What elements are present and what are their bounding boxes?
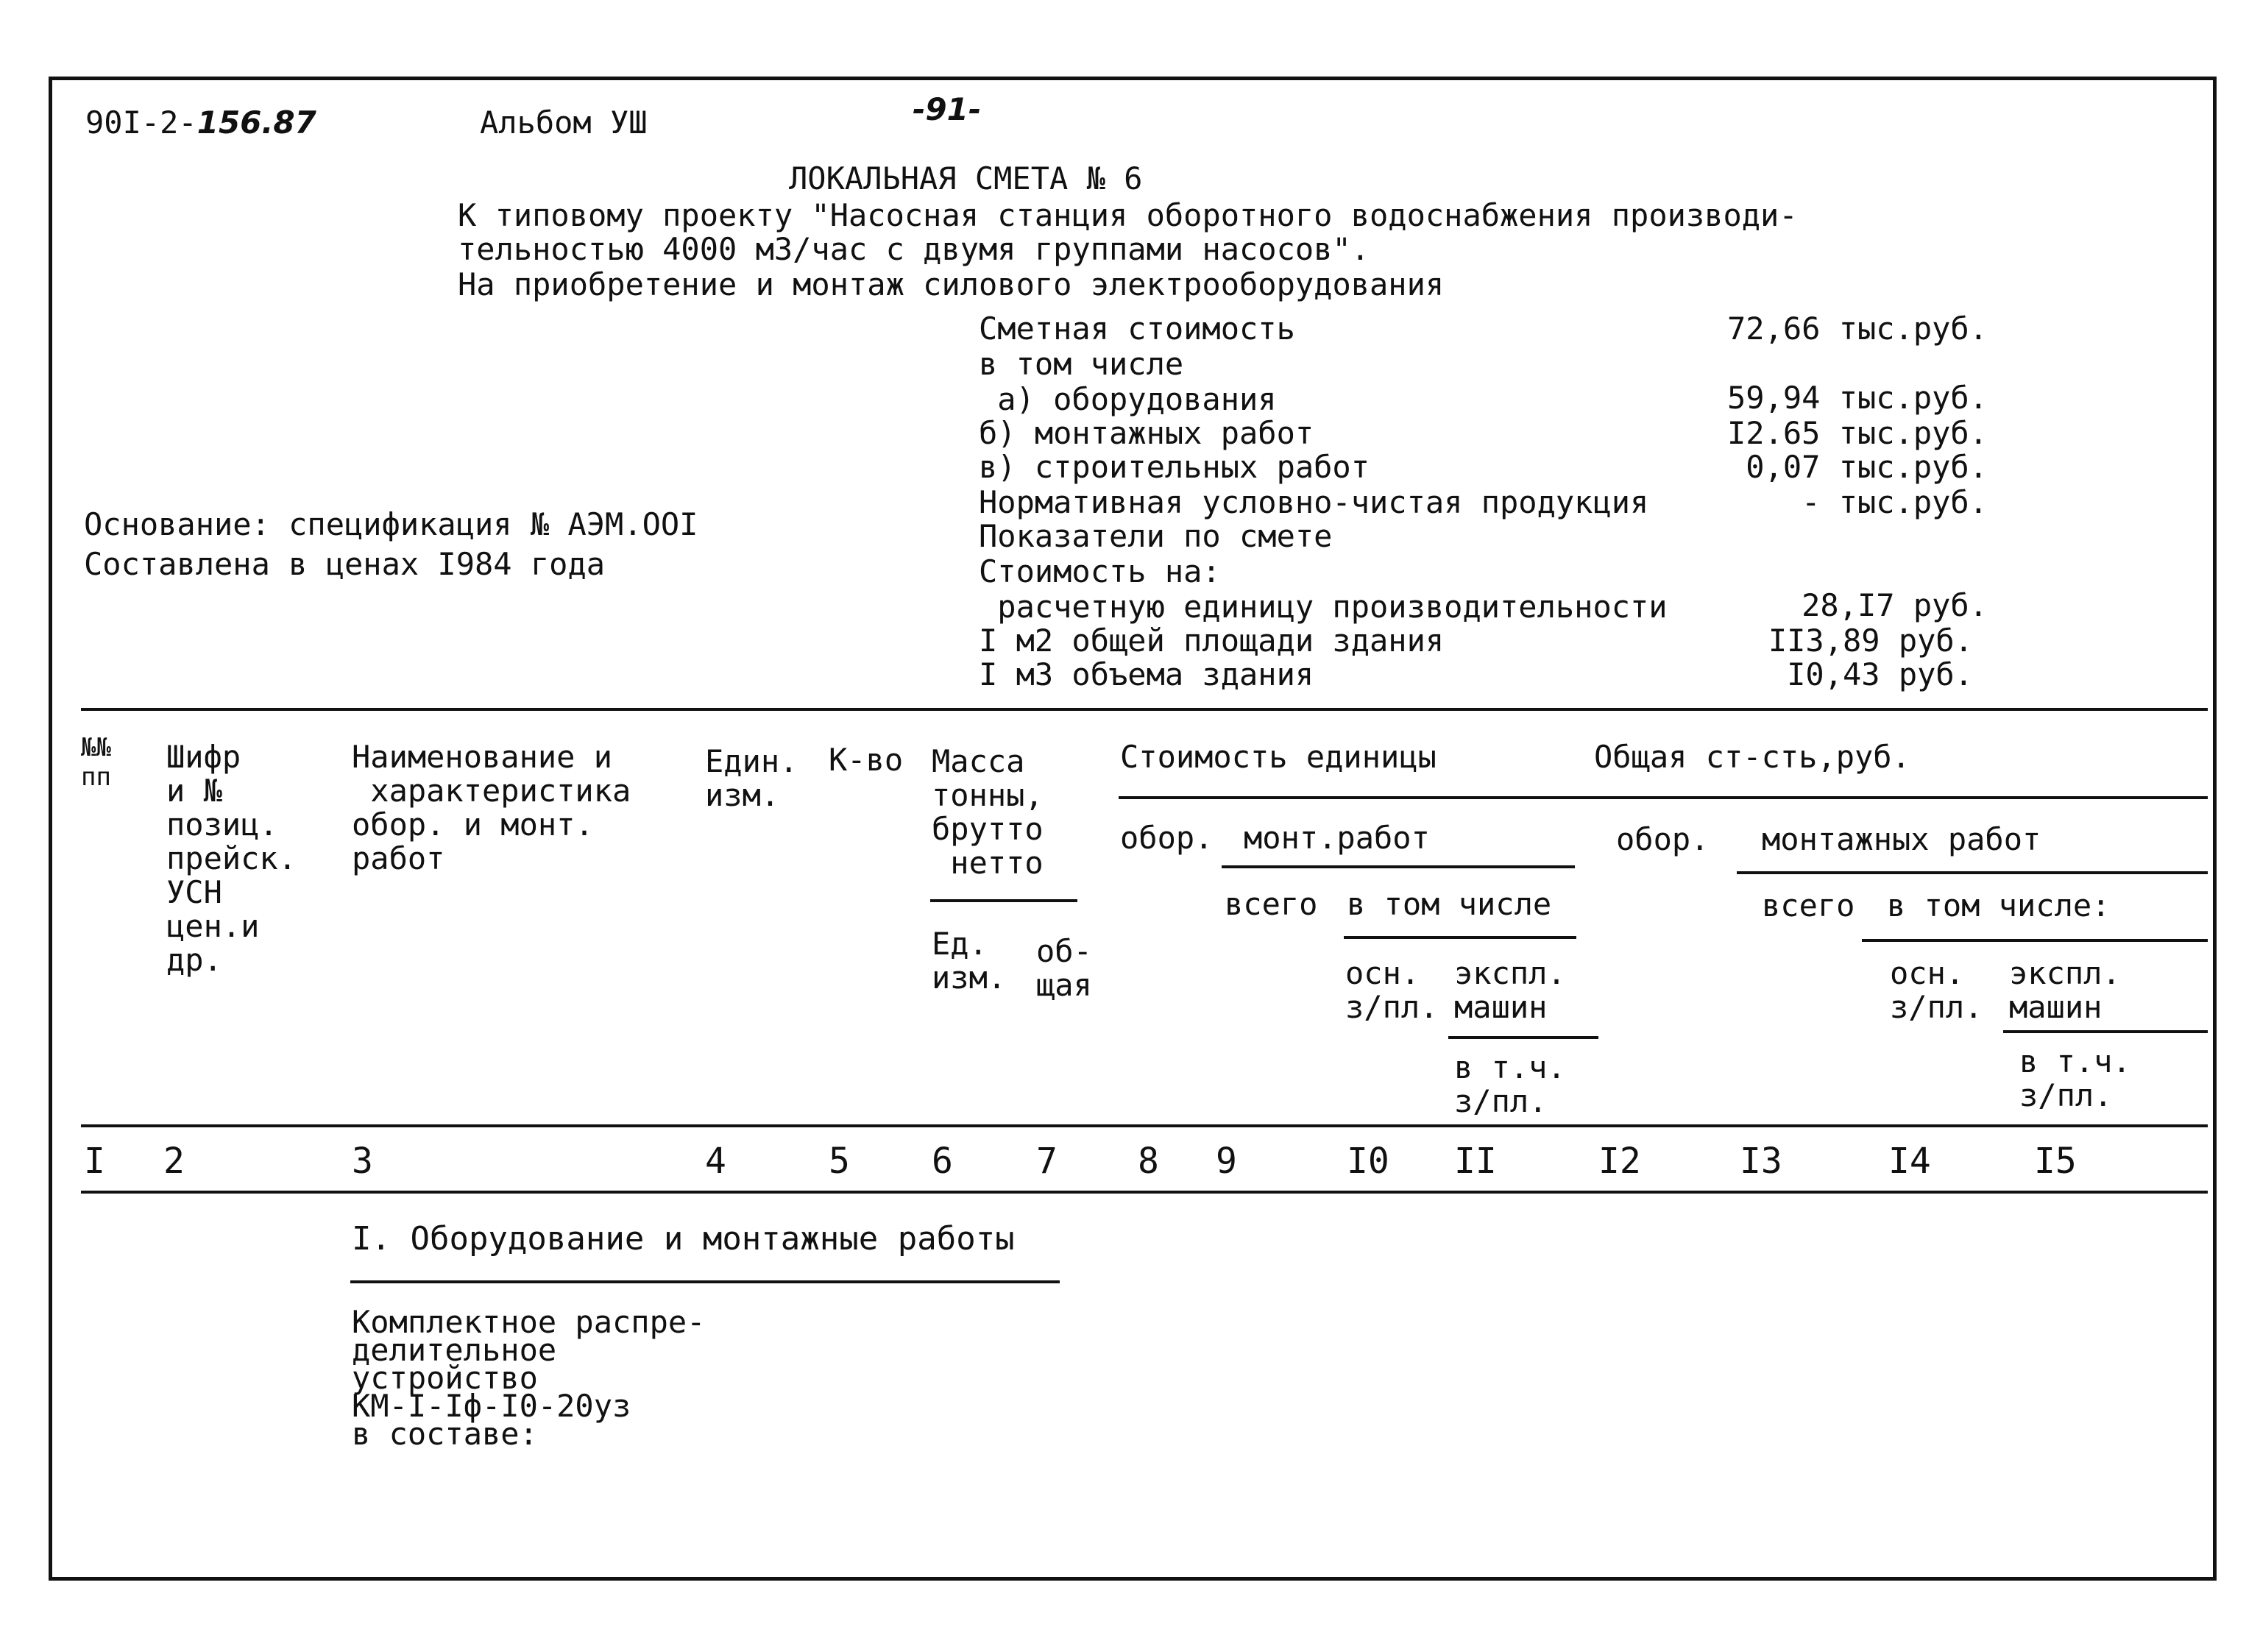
column-number: 6 bbox=[932, 1141, 953, 1182]
column-number: I5 bbox=[2034, 1141, 2077, 1182]
doc-code-handwritten: 156.87 bbox=[196, 104, 316, 141]
cost-value-per-unit: 28,I7 руб. bbox=[1802, 587, 1988, 623]
col-header-mass-total: об- щая bbox=[1036, 933, 1092, 1003]
col-header-name: Наименование и характеристика обор. и монт. работ bbox=[352, 739, 631, 876]
incl-rule bbox=[1344, 936, 1576, 939]
cost-value-per-m2: II3,89 руб. bbox=[1768, 623, 1973, 659]
col-header-mass: Масса тонны, брутто нетто bbox=[932, 743, 1044, 881]
col-header-machine-ops: экспл. машин bbox=[1454, 955, 1566, 1025]
col-header-equipment: обор. bbox=[1120, 820, 1214, 856]
estimate-heading: ЛОКАЛЬНАЯ СМЕТА № 6 bbox=[789, 160, 1143, 196]
cost-label-normative: Нормативная условно-чистая продукция bbox=[979, 484, 1649, 520]
cost-label-per-m3: I м3 объема здания bbox=[979, 656, 1314, 692]
column-number: 9 bbox=[1216, 1141, 1237, 1182]
col-header-base-wage: осн. з/пл. bbox=[1345, 955, 1439, 1025]
column-number: 4 bbox=[705, 1141, 726, 1182]
section-title: I. Оборудование и монтажные работы bbox=[352, 1220, 1015, 1258]
col-header-number: №№ пп bbox=[81, 733, 111, 792]
cost-value-total: 72,66 тыс.руб. bbox=[1726, 311, 1988, 347]
basis-price-year: Составлена в ценах I984 года bbox=[84, 546, 606, 582]
cost-label-construction: в) строительных работ bbox=[979, 449, 1370, 485]
col-header-total-2: всего bbox=[1762, 887, 1855, 924]
col-header-including-2: в том числе: bbox=[1887, 887, 2111, 924]
cost-label-per-m2: I м2 общей площади здания bbox=[979, 623, 1445, 659]
col-header-mont-works: монт.работ bbox=[1244, 820, 1430, 856]
col-header-unit-cost: Стоимость единицы bbox=[1120, 739, 1437, 775]
cost-label-equipment: а) оборудования bbox=[979, 381, 1277, 417]
column-number: II bbox=[1454, 1141, 1497, 1182]
col-header-incl-wage: в т.ч. з/пл. bbox=[1454, 1049, 1566, 1119]
mont-works-rule bbox=[1222, 865, 1575, 868]
column-number: I2 bbox=[1598, 1141, 1641, 1182]
column-number: 3 bbox=[352, 1141, 373, 1182]
col-header-mass-unit: Ед. изм. bbox=[932, 926, 1007, 996]
cost-label-cost-per: Стоимость на: bbox=[979, 553, 1221, 589]
page-number: -91- bbox=[913, 91, 982, 127]
cost-value-normative: - тыс.руб. bbox=[1802, 484, 1988, 520]
section-title-underline bbox=[350, 1280, 1060, 1283]
estimate-purpose: На приобретение и монтаж силового электрооборудования bbox=[458, 266, 1445, 302]
column-numbers-rule bbox=[81, 1191, 2208, 1194]
column-number: 8 bbox=[1138, 1141, 1159, 1182]
item-description: Комплектное распре- делительное устройство КМ-I-Iф-I0-20уз в составе: bbox=[352, 1304, 706, 1452]
table-top-rule bbox=[81, 708, 2208, 711]
column-number: 5 bbox=[829, 1141, 850, 1182]
unit-cost-rule bbox=[1119, 796, 2208, 799]
project-line-1: К типовому проекту "Насосная станция оборотного водоснабжения производи- bbox=[458, 197, 1798, 233]
cost-label-per-unit: расчетную единицу производительности bbox=[979, 589, 1668, 625]
cost-value-installation: I2.65 тыс.руб. bbox=[1726, 415, 1988, 451]
column-number: 7 bbox=[1036, 1141, 1058, 1182]
cost-value-equipment: 59,94 тыс.руб. bbox=[1726, 380, 1988, 416]
col-header-montazh-works: монтажных работ bbox=[1762, 821, 2041, 857]
header-bottom-rule bbox=[81, 1124, 2208, 1127]
column-number: I0 bbox=[1347, 1141, 1389, 1182]
col-header-total-cost: Общая ст-сть,руб. bbox=[1594, 739, 1910, 775]
col-header-incl-wage-2: в т.ч. з/пл. bbox=[2019, 1043, 2131, 1113]
mass-rule bbox=[930, 899, 1077, 902]
incl2-rule bbox=[1862, 939, 2208, 942]
col-header-unit: Един. изм. bbox=[705, 743, 798, 813]
cost-value-construction: 0,07 тыс.руб. bbox=[1746, 449, 1988, 485]
col-header-total: всего bbox=[1225, 886, 1318, 922]
col-header-code: Шифр и № позиц. прейск. УСН цен.и др. bbox=[166, 739, 297, 978]
expl-rule bbox=[1448, 1036, 1598, 1039]
cost-label-installation: б) монтажных работ bbox=[979, 415, 1314, 451]
col-header-machine-ops-2: экспл. машин bbox=[2009, 955, 2121, 1025]
basis-specification: Основание: спецификация № АЭМ.ООI bbox=[84, 506, 698, 542]
album-label: Альбом УШ bbox=[480, 104, 648, 141]
column-number: I3 bbox=[1740, 1141, 1782, 1182]
cost-value-per-m3: I0,43 руб. bbox=[1787, 656, 1973, 692]
col-header-quantity: К-во bbox=[829, 742, 904, 778]
project-line-2: тельностью 4000 м3/час с двумя группами насосов". bbox=[458, 231, 1370, 267]
montazh-works-rule bbox=[1737, 871, 2208, 874]
doc-code-prefix: 90I-2- bbox=[85, 104, 197, 141]
column-number: I bbox=[84, 1141, 105, 1182]
doc-code bbox=[85, 104, 316, 141]
expl2-rule bbox=[2003, 1030, 2208, 1033]
cost-label-total: Сметная стоимость bbox=[979, 311, 1295, 347]
col-header-including: в том числе bbox=[1347, 886, 1552, 922]
column-number: I4 bbox=[1888, 1141, 1931, 1182]
column-number: 2 bbox=[163, 1141, 185, 1182]
cost-label-indicators: Показатели по смете bbox=[979, 518, 1333, 554]
cost-label-including: в том числе bbox=[979, 346, 1184, 382]
col-header-equipment-2: обор. bbox=[1616, 821, 1710, 857]
col-header-base-wage-2: осн. з/пл. bbox=[1890, 955, 1983, 1025]
